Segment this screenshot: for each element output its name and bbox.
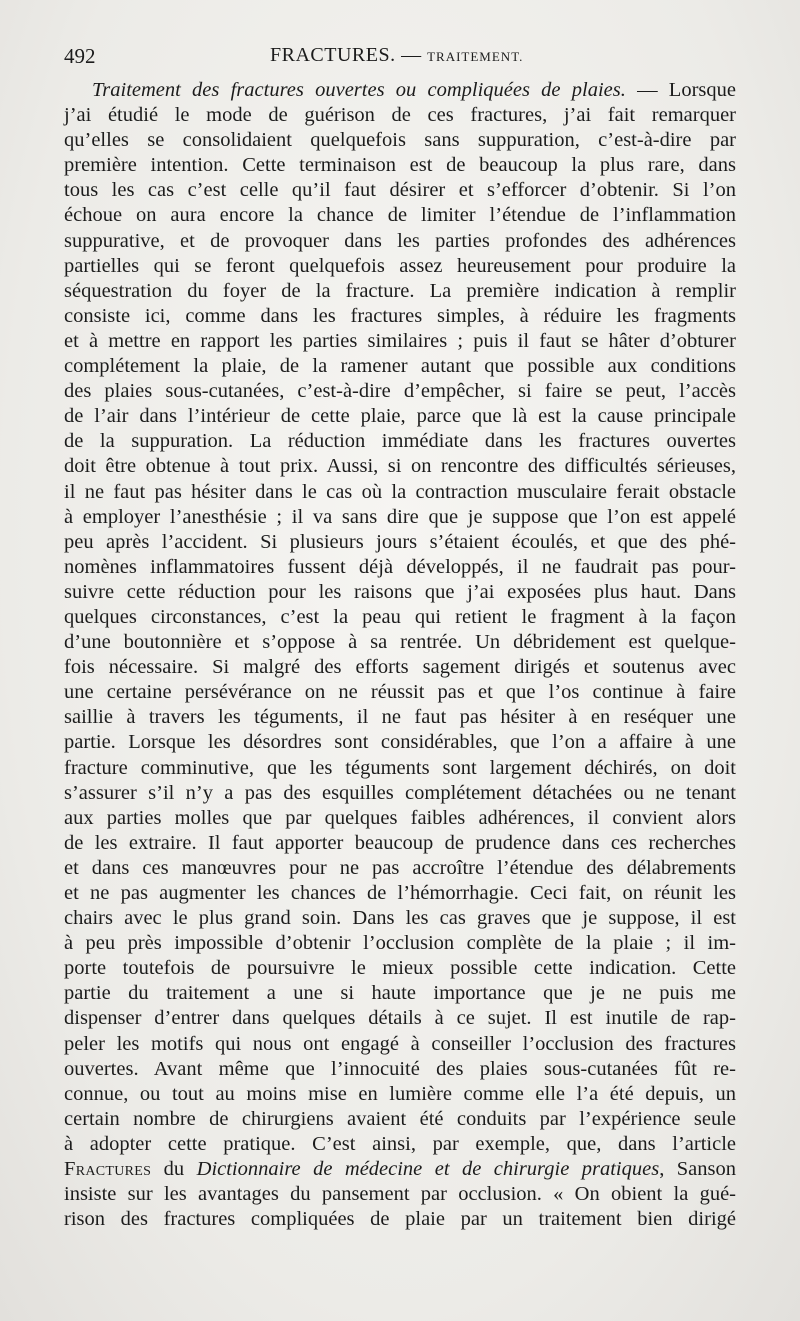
text-line: une certaine persévérance on ne réussit pas et que l’os continue à faire <box>64 681 736 704</box>
text-line: suivre cette réduction pour les raisons que j’ai exposées plus haut. Dans <box>64 580 736 603</box>
text-line: dispenser d’entrer dans quelques détails à ce sujet. Il est inutile de rap- <box>64 1007 736 1030</box>
text-line: peler les motifs qui nous ont engagé à conseiller l’occlusion des fractures <box>64 1032 736 1055</box>
text-line: fois nécessaire. Si malgré des efforts sagement dirigés et soutenus avec <box>64 656 736 679</box>
text-line: nomènes inflammatoires fussent déjà développés, il ne faudrait pas pour- <box>64 555 736 578</box>
text-line: à peu près impossible d’obtenir l’occlusion complète de la plaie ; il im- <box>64 932 736 955</box>
text-line: et à mettre en rapport les parties similaires ; puis il faut se hâter d’obturer <box>64 329 736 352</box>
running-title-main: FRACTURES. <box>270 44 396 66</box>
text-line: de l’air dans l’intérieur de cette plaie, parce que là est la cause principale <box>64 405 736 428</box>
dictionary-title: Dictionnaire de médecine et de chirurgie pratiques <box>196 1158 660 1181</box>
running-title-separator: — <box>395 44 428 66</box>
section-heading: Traitement des fractures ouvertes ou compliquées de plaies. <box>92 79 626 101</box>
text-line: ouvertes. Avant même que l’innocuité des plaies sous-cutanées fût re- <box>64 1057 736 1080</box>
text-line: partie du traitement a une si haute importance que je ne puis me <box>64 982 736 1005</box>
text-line: et dans ces manœuvres pour ne pas accroître l’étendue des délabrements <box>64 856 736 879</box>
text-line: il ne faut pas hésiter dans le cas où la contraction musculaire ferait obstacle <box>64 480 736 503</box>
running-title <box>270 44 523 67</box>
text-line: aux parties molles que par quelques faibles adhérences, il convient alors <box>64 806 736 829</box>
text-line-1: Traitement des fractures ouvertes ou compliquées de plaies. — Lorsque <box>92 79 736 101</box>
text-line: j’ai étudié le mode de guérison de ces fractures, j’ai fait remarquer <box>64 104 736 127</box>
text-line: rison des fractures compliquées de plaie par un traitement bien dirigé <box>64 1208 736 1231</box>
text-line: peu après l’accident. Si plusieurs jours s’étaient écoulés, et que des phé- <box>64 530 736 553</box>
small-caps-word: Fractures <box>64 1158 152 1181</box>
text-line: complétement la plaie, de la ramener autant que possible aux conditions <box>64 355 736 378</box>
text-line: s’assurer s’il n’y a pas des esquilles complétement détachées ou ne tenant <box>64 781 736 804</box>
text-line: tous les cas c’est celle qu’il faut désirer et s’efforcer d’obtenir. Si l’on <box>64 179 736 202</box>
page-number: 492 <box>64 44 96 68</box>
text-line: séquestration du foyer de la fracture. La première indication à remplir <box>64 279 736 302</box>
text-line: des plaies sous-cutanées, c’est-à-dire d’empêcher, si faire se peut, l’accès <box>64 380 736 403</box>
text-line: fracture comminutive, que les téguments sont largement déchirés, on doit <box>64 756 736 779</box>
text-line: saillie à travers les téguments, il ne faut pas hésiter à en reséquer une <box>64 706 736 729</box>
text-line: échoue on aura encore la chance de limiter l’étendue de l’inflammation <box>64 204 736 227</box>
text-line: à adopter cette pratique. C’est ainsi, par exemple, que, dans l’article <box>64 1132 736 1155</box>
text-line: insiste sur les avantages du pansement par occlusion. « On obient la gué- <box>64 1183 736 1206</box>
text-line-44: Fractures du Dictionnaire de médecine et de chirurgie pratiques, Sanson <box>64 1158 737 1181</box>
text-line: et ne pas augmenter les chances de l’hémorrhagie. Ceci fait, on réunit les <box>64 882 736 904</box>
text-line: de les extraire. Il faut apporter beaucoup de prudence dans ces recherches <box>64 831 736 854</box>
running-header <box>64 44 740 72</box>
text-line: qu’elles se consolidaient quelquefois sans suppuration, c’est-à-dire par <box>64 129 736 152</box>
text-line: connue, ou tout au moins mise en lumière comme elle l’a été depuis, un <box>64 1082 736 1105</box>
text-line: quelques circonstances, c’est la peau qui retient le fragment à la façon <box>64 605 736 628</box>
text-line: consiste ici, comme dans les fractures simples, à réduire les fragments <box>64 304 736 327</box>
running-title-sub: TRAITEMENT. <box>427 49 524 64</box>
text-line: partie. Lorsque les désordres sont considérables, que l’on a affaire à une <box>64 731 736 754</box>
text-line: certain nombre de chirurgiens avaient été conduits par l’expérience seule <box>64 1107 736 1130</box>
text-line: chairs avec le plus grand soin. Dans les cas graves que je suppose, il est <box>64 907 736 930</box>
text-line: d’une boutonnière et s’oppose à sa rentrée. Un débridement est quelque- <box>64 631 736 654</box>
text-line: partielles qui se feront quelquefois assez heureusement pour produire la <box>64 254 736 277</box>
text-line: première intention. Cette terminaison est de beaucoup la plus rare, dans <box>64 154 736 177</box>
text-line: à employer l’anesthésie ; il va sans dire que je suppose que l’on est appelé <box>64 505 736 528</box>
text-line: doit être obtenue à tout prix. Aussi, si on rencontre des difficultés sérieuses, <box>64 455 736 478</box>
text-line: suppurative, et de provoquer dans les parties profondes des adhérences <box>64 229 736 252</box>
text-line: porte toutefois de poursuivre le mieux possible cette indication. Cette <box>64 957 736 980</box>
body-text <box>64 78 736 1232</box>
text-line: de la suppuration. La réduction immédiate dans les fractures ouvertes <box>64 430 736 453</box>
